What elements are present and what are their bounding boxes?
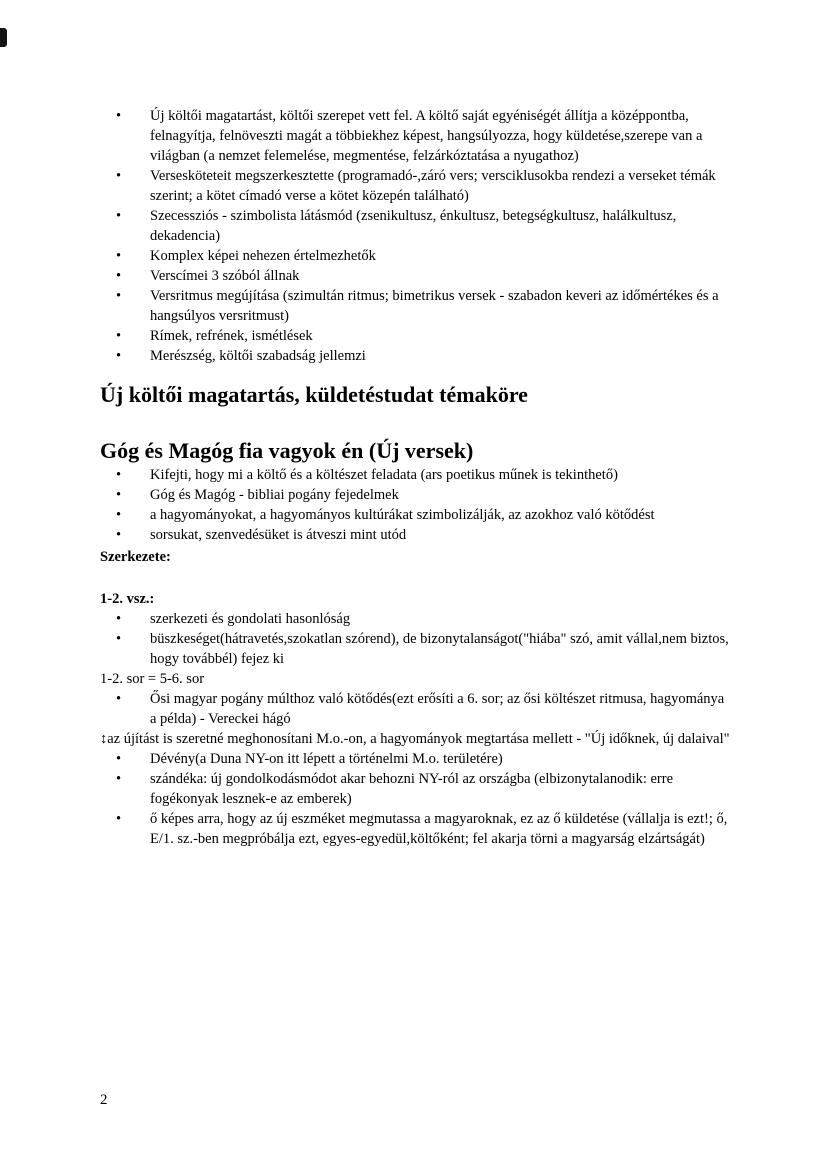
list-item: • Verscímei 3 szóból állnak [100,266,730,286]
list-item: • ő képes arra, hogy az új eszméket megmutassa a magyaroknak, ez az ő küldetése (vállalja is ezt!; ő, E/1. sz.-ben megpróbálja ezt, egyes-egyedül,költőként; fel akarja törni a magyarság elzártságát) [100,809,730,849]
list-item: • büszkeséget(hátravetés,szokatlan szórend), de bizonytalanságot("hiába" szó, amit vállal,nem biztos, hogy továbbél) fejez ki [100,629,730,669]
list-item: • szándéka: új gondolkodásmódot akar behozni NY-ról az országba (elbizonytalanodik: erre fogékonyak lesznek-e az emberek) [100,769,730,809]
vsz-label: 1-2. vsz.: [100,590,155,607]
osi-bullet-list [100,689,730,729]
arrow-paragraph: ↕az újítást is szeretné meghonosítani M.o.-on, a hagyományok megtartása mellett - "Új időknek, új dalaival" [100,730,730,747]
list-item: • Szecessziós - szimbolista látásmód (zsenikultusz, énkultusz, betegségkultusz, halálkultusz, dekadencia) [100,206,730,246]
list-item: • a hagyományokat, a hagyományos kultúrákat szimbolizálják, az azokhoz való kötődést [100,505,730,525]
list-item: • Góg és Magóg - bibliai pogány fejedelmek [100,485,730,505]
list-item: • Dévény(a Duna NY-on itt lépett a történelmi M.o. területére) [100,749,730,769]
list-item: • Komplex képei nehezen értelmezhetők [100,246,730,266]
list-item: • Új költői magatartást, költői szerepet vett fel. A költő saját egyéniségét állítja a középpontba, felnagyítja, felnöveszti magát a többiekhez képest, hangsúlyozza, hogy küldetése,szerepe van a világban (a nemzet felemelése, megmentése, felzárkóztatása a nyugathoz) [100,106,730,166]
top-bullet-list [100,106,730,366]
list-item: • Versritmus megújítása (szimultán ritmus; bimetrikus versek - szabadon keveri az időmértékes és a hangsúlyos versritmust) [100,286,730,326]
scan-artifact [0,28,7,47]
bottom-bullet-list [100,749,730,849]
list-item: • szerkezeti és gondolati hasonlóság [100,609,730,629]
vsz-bullet-list [100,609,730,669]
page-number: 2 [100,1092,108,1109]
list-item: • Rímek, refrének, ismétlések [100,326,730,346]
list-item: • Merészség, költői szabadság jellemzi [100,346,730,366]
heading-uj-koltoi-magatartas: Új költői magatartás, küldetéstudat témaköre [100,382,528,407]
list-item: • Versesköteteit megszerkesztette (programadó-,záró vers; versciklusokba rendezi a verseket témák szerint; a kötet címadó verse a kötet közepén található) [100,166,730,206]
list-item: • Ősi magyar pogány múlthoz való kötődés(ezt erősíti a 6. sor; az ősi költészet ritmusa, hagyománya a példa) - Vereckei hágó [100,689,730,729]
list-item: • Kifejti, hogy mi a költő és a költészet feladata (ars poetikus műnek is tekinthető) [100,465,730,485]
list-item: • sorsukat, szenvedésüket is átveszi mint utód [100,525,730,545]
sor-equation-line: 1-2. sor = 5-6. sor [100,670,205,687]
section-bullet-list [100,465,730,545]
heading-gog-es-magog: Góg és Magóg fia vagyok én (Új versek) [100,438,474,464]
szerkezete-label: Szerkezete: [100,548,171,565]
